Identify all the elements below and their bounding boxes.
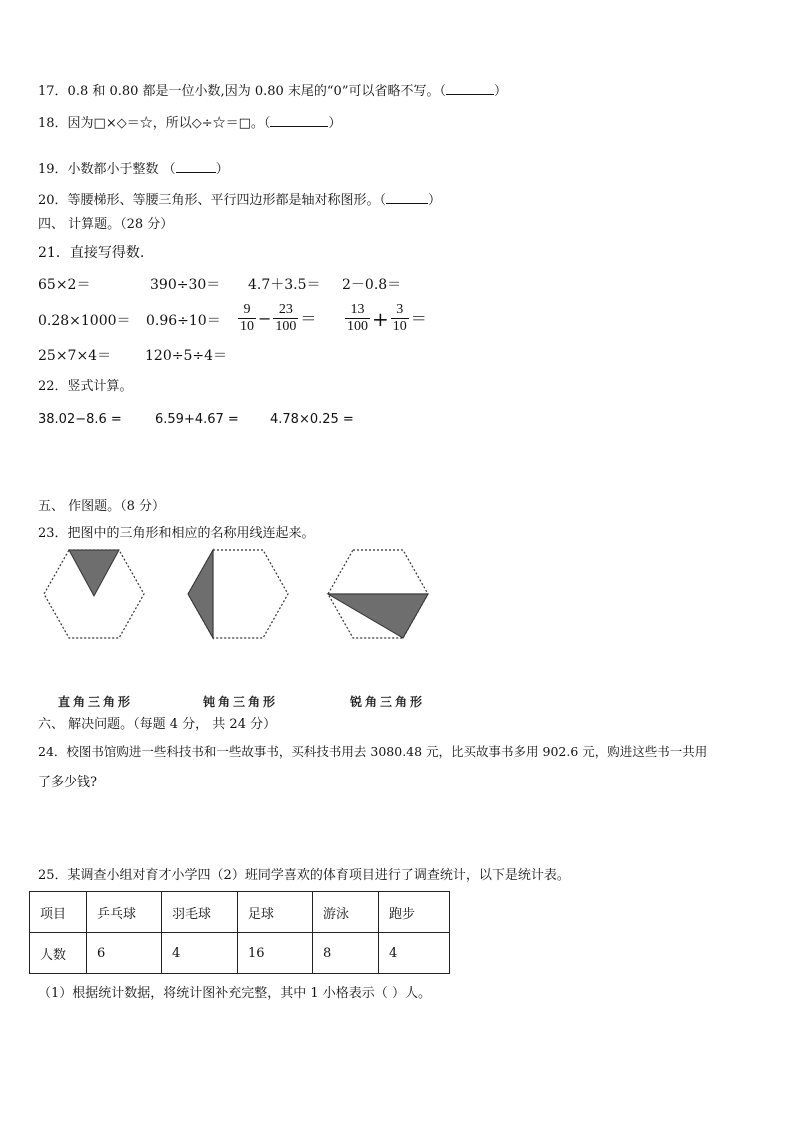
calc-21-8: $\frac{13}{100}$ + $\frac{3}{10}$ ＝	[347, 302, 427, 334]
question-18-text: 18．因为□×◇＝☆，所以◇÷☆＝□。（	[38, 116, 271, 131]
hexagon-right-figure	[324, 548, 432, 644]
vertical-calc-1: 38.02−8.6 =	[38, 412, 122, 427]
stats-table	[29, 891, 450, 974]
table-cell: 人数	[30, 933, 87, 974]
question-19-text: 19．小数都小于整数 （	[38, 162, 176, 177]
calc-21-7: $\frac{9}{10}$ − $\frac{23}{100}$ ＝	[240, 302, 317, 334]
table-cell: 16	[238, 933, 313, 974]
table-cell: 4	[162, 933, 238, 974]
table-cell: 6	[87, 933, 162, 974]
label-obtuse-triangle[interactable]: 钝角三角形	[203, 695, 279, 709]
vertical-calc-3: 4.78×0.25 =	[270, 412, 354, 427]
calc-21-1: 65×2＝	[38, 277, 91, 293]
label-acute-triangle[interactable]: 锐角三角形	[350, 695, 426, 709]
fraction-9-10: $\frac{9}{10}$	[240, 302, 254, 334]
shaded-triangle[interactable]	[69, 550, 119, 596]
answer-blank-17[interactable]	[446, 82, 494, 95]
question-20-text: 20．等腰梯形、等腰三角形、平行四边形都是轴对称图形。（	[38, 193, 387, 208]
table-header-cell: 羽毛球	[162, 892, 238, 933]
vertical-calc-2: 6.59+4.67 =	[155, 412, 239, 427]
question-19	[38, 160, 229, 179]
question-24-line2: 了多少钱?	[38, 775, 97, 790]
table-header-cell: 跑步	[379, 892, 450, 933]
section-6-heading: 六、 解决问题。（每题 4 分， 共 24 分）	[38, 717, 277, 732]
question-18-close: ）	[328, 116, 342, 131]
calc-21-5: 0.28×1000＝	[38, 313, 131, 329]
calc-21-2: 390÷30＝	[150, 277, 221, 293]
shaded-triangle[interactable]	[188, 550, 213, 638]
question-20-close: ）	[428, 193, 442, 208]
answer-blank-20[interactable]	[386, 191, 428, 204]
calc-21-4: 2－0.8＝	[342, 277, 402, 293]
table-header-cell: 足球	[238, 892, 313, 933]
fraction-23-100: $\frac{23}{100}$	[275, 302, 297, 334]
table-row	[30, 933, 450, 974]
hexagon-obtuse-figure	[184, 548, 292, 644]
hexagon-acute-figure	[40, 548, 148, 644]
shaded-triangle[interactable]	[328, 594, 428, 638]
section-5-heading: 五、 作图题。（8 分）	[38, 499, 166, 514]
section-4-heading: 四、 计算题。（28 分）	[38, 217, 174, 232]
question-24-line1: 24．校图书馆购进一些科技书和一些故事书，买科技书用去 3080.48 元，比买故事书多用 902.6 元，购进这些书一共用	[38, 744, 708, 759]
table-header-cell: 乒乓球	[87, 892, 162, 933]
question-17-close: ）	[493, 84, 507, 99]
calc-21-9: 25×7×4＝	[38, 348, 112, 364]
question-17	[38, 82, 507, 101]
table-header-cell: 游泳	[313, 892, 379, 933]
fraction-3-10: $\frac{3}{10}$	[392, 302, 407, 334]
question-19-close: ）	[215, 162, 229, 177]
answer-blank-19[interactable]	[176, 160, 216, 173]
question-20	[38, 191, 441, 210]
question-22-title: 22．竖式计算。	[38, 379, 133, 394]
question-18	[38, 114, 341, 133]
question-25-sub1: （1）根据统计数据，将统计图补充完整，其中 1 小格表示（ ）人。	[38, 986, 431, 1001]
calc-21-3: 4.7＋3.5＝	[248, 277, 321, 293]
table-header-cell: 项目	[30, 892, 87, 933]
table-cell: 8	[313, 933, 379, 974]
answer-blank-18[interactable]	[270, 114, 328, 127]
label-right-triangle[interactable]: 直角三角形	[58, 695, 134, 709]
calc-21-6: 0.96÷10＝	[146, 313, 221, 329]
question-25-title: 25．某调查小组对育才小学四（2）班同学喜欢的体育项目进行了调查统计，以下是统计表。	[38, 868, 570, 883]
table-cell: 4	[379, 933, 450, 974]
question-17-text: 17．0.8 和 0.80 都是一位小数,因为 0.80 末尾的“0”可以省略不写。（	[38, 84, 446, 99]
question-21-title: 21．直接写得数.	[38, 245, 145, 261]
fraction-13-100: $\frac{13}{100}$	[347, 302, 368, 334]
table-row	[30, 892, 450, 933]
calc-21-10: 120÷5÷4＝	[145, 348, 227, 364]
question-23-title: 23．把图中的三角形和相应的名称用线连起来。	[38, 526, 315, 541]
